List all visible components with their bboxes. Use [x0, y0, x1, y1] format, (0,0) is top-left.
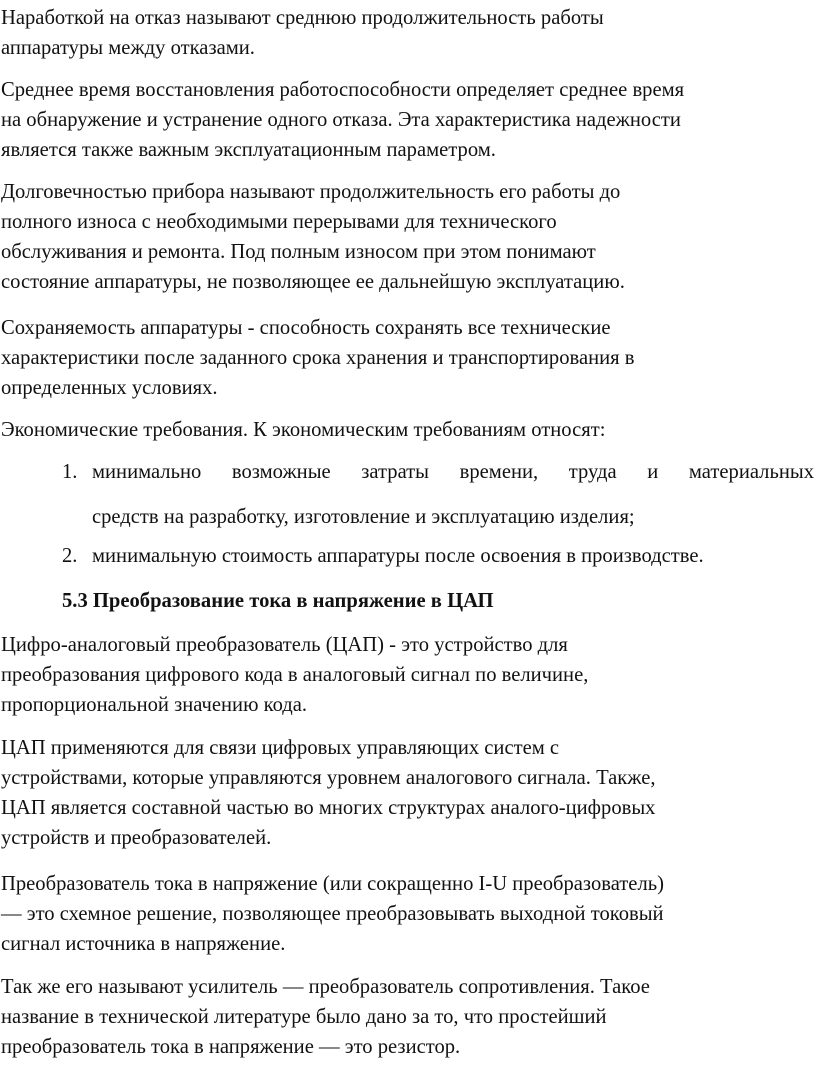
- text-line: устройств и преобразователей.: [1, 827, 272, 849]
- text-line: преобразователь тока в напряжение — это резистор.: [1, 1036, 461, 1058]
- paragraph-recovery-time: [1, 75, 813, 165]
- text-line: полного износа с необходимыми перерывами для технического: [1, 211, 557, 233]
- text-line: обслуживания и ремонта. Под полным износом при этом понимают: [1, 241, 596, 263]
- text-line: является также важным эксплуатационным параметром.: [1, 139, 496, 161]
- text-line: на обнаружение и устранение одного отказа. Эта характеристика надежности: [1, 109, 681, 131]
- text-line: состояние аппаратуры, не позволяющее ее дальнейшую эксплуатацию.: [1, 271, 625, 293]
- text-line: Преобразователь тока в напряжение (или сокращенно I-U преобразователь): [1, 873, 664, 895]
- paragraph-dac-usage: [1, 733, 813, 853]
- list-item-line: минимально возможные затраты времени, труда и материальных: [92, 461, 814, 483]
- text-line: Экономические требования. К экономическим требованиям относят:: [1, 419, 606, 441]
- list-item-line: минимальную стоимость аппаратуры после освоения в производстве.: [92, 545, 704, 567]
- text-line: Цифро-аналоговый преобразователь (ЦАП) - это устройство для: [1, 634, 568, 656]
- paragraph-storability: [1, 313, 813, 403]
- section-heading: 5.3 Преобразование тока в напряжение в ЦАП: [62, 590, 494, 612]
- paragraph-resistance-converter: [1, 972, 813, 1062]
- list-item: [0, 541, 816, 581]
- text-line: ЦАП является составной частью во многих структурах аналого-цифровых: [1, 797, 656, 819]
- text-line: Наработкой на отказ называют среднюю продолжительность работы: [1, 7, 604, 29]
- text-line: Среднее время восстановления работоспособности определяет среднее время: [1, 79, 685, 101]
- text-line: аппаратуры между отказами.: [1, 37, 255, 59]
- paragraph-dac-definition: [1, 630, 813, 720]
- list-item-number: 1.: [62, 461, 78, 483]
- text-line: название в технической литературе было дано за то, что простейший: [1, 1006, 607, 1028]
- text-line: Так же его называют усилитель — преобразователь сопротивления. Такое: [1, 976, 650, 998]
- paragraph-iu-converter: [1, 869, 813, 959]
- text-line: устройствами, которые управляются уровнем аналогового сигнала. Также,: [1, 767, 656, 789]
- text-line: определенных условиях.: [1, 377, 218, 399]
- text-line: сигнал источника в напряжение.: [1, 933, 286, 955]
- text-line: пропорциональной значению кода.: [1, 694, 308, 716]
- text-line: — это схемное решение, позволяющее преобразовывать выходной токовый: [1, 903, 664, 925]
- paragraph-economic-requirements: [1, 415, 813, 445]
- list-item-line: средств на разработку, изготовление и эксплуатацию изделия;: [92, 506, 635, 528]
- paragraph-durability: [1, 177, 813, 297]
- text-line: ЦАП применяются для связи цифровых управляющих систем с: [1, 737, 560, 759]
- list-item: [0, 457, 816, 537]
- text-line: преобразования цифрового кода в аналоговый сигнал по величине,: [1, 664, 589, 686]
- text-line: Сохраняемость аппаратуры - способность сохранять все технические: [1, 317, 611, 339]
- text-line: характеристики после заданного срока хранения и транспортирования в: [1, 347, 635, 369]
- list-item-number: 2.: [62, 545, 78, 567]
- requirements-list: [0, 457, 816, 577]
- text-line: Долговечностью прибора называют продолжительность его работы до: [1, 181, 621, 203]
- paragraph-mtbf: [1, 3, 813, 63]
